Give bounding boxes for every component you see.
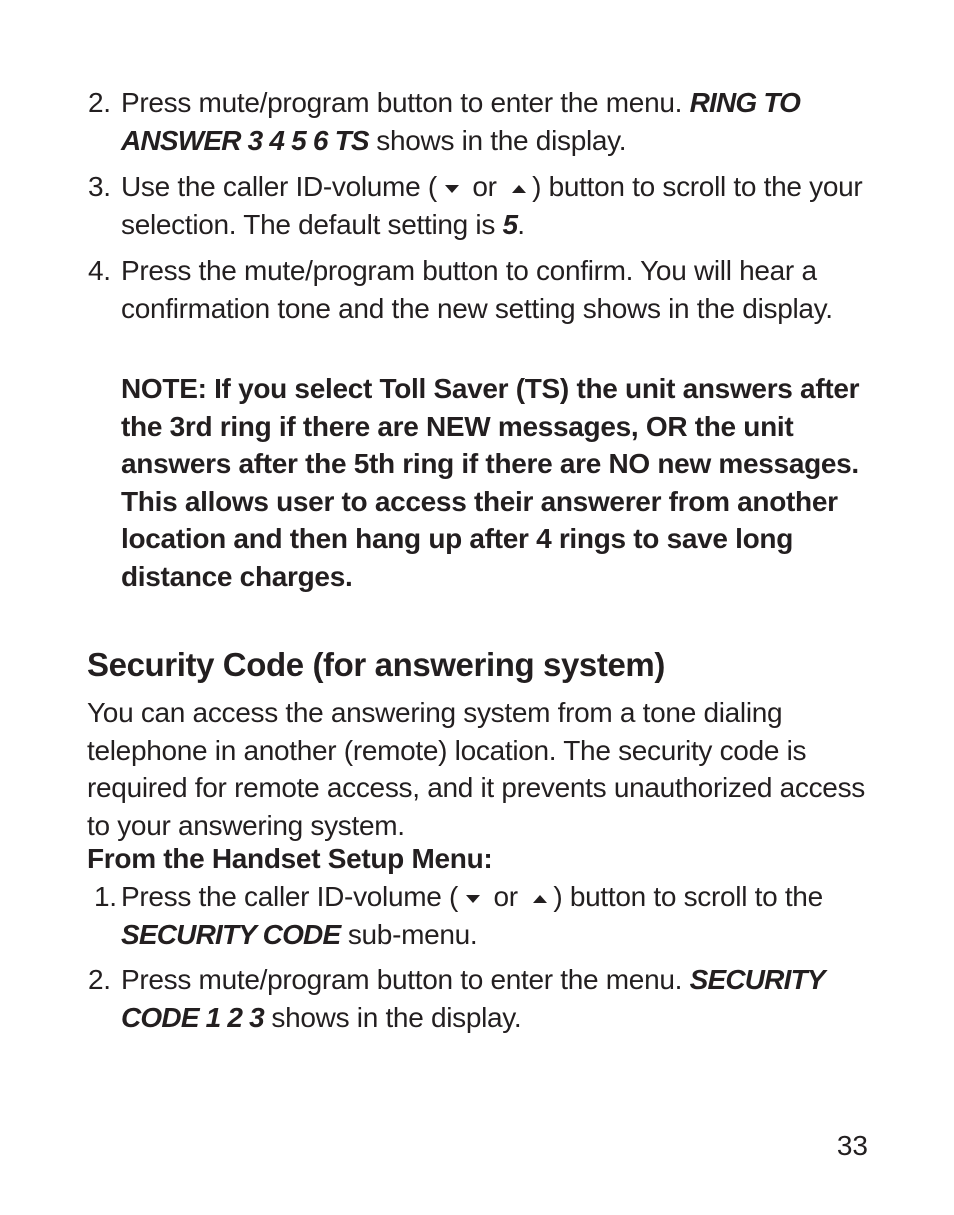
down-arrow-icon <box>445 185 459 193</box>
up-arrow-icon <box>512 185 526 193</box>
step-number: 1. <box>94 881 117 912</box>
section-intro: You can access the answering system from a tone dialing telephone in another (remote) location. The security code is required for remote access, and it prevents unauthorized access to your answering system. <box>87 697 865 841</box>
step-3-scroll-selection <box>88 168 878 243</box>
step-number: 2. <box>88 87 111 118</box>
step-number: 3. <box>88 171 111 202</box>
display-text: RING TO ANSWER 3 4 5 6 TS <box>121 87 801 156</box>
up-arrow-icon <box>533 895 547 903</box>
default-setting-value: 5 <box>502 208 518 240</box>
down-arrow-icon <box>466 895 480 903</box>
step-2-ring-to-answer <box>88 84 878 159</box>
security-step-2 <box>88 961 878 1036</box>
page-number: 33 <box>836 1130 868 1161</box>
section-heading: Security Code (for answering system) <box>87 646 665 683</box>
security-step-1 <box>88 878 878 953</box>
submenu-name: SECURITY CODE <box>121 918 341 950</box>
toll-saver-note: NOTE: If you select Toll Saver (TS) the unit answers after the 3rd ring if there are NEW messages, OR the unit answers after the 5th ring if there are NO new messages. This allows user to access their answerer from another location and then hang up after 4 rings to save long distance charges. <box>121 373 860 592</box>
step-text: Press mute/program button to enter the menu. RING TO ANSWER 3 4 5 6 TS shows in the display. <box>121 87 801 156</box>
step-text: Press mute/program button to enter the menu. SECURITY CODE 1 2 3 shows in the display. <box>121 964 825 1033</box>
step-number: 4. <box>88 255 111 286</box>
step-number: 2. <box>88 964 111 995</box>
step-text: Press the caller ID-volume ( or ) button to scroll to the SECURITY CODE sub-menu. <box>121 881 823 950</box>
step-text: Use the caller ID-volume ( or ) button to scroll to the your selection. The default setting is 5. <box>121 171 863 240</box>
step-4-confirm <box>88 252 878 327</box>
display-text: SECURITY CODE 1 2 3 <box>121 964 825 1033</box>
step-text: Press the mute/program button to confirm. You will hear a confirmation tone and the new setting shows in the display. <box>121 255 833 324</box>
subheading: From the Handset Setup Menu: <box>87 843 493 874</box>
